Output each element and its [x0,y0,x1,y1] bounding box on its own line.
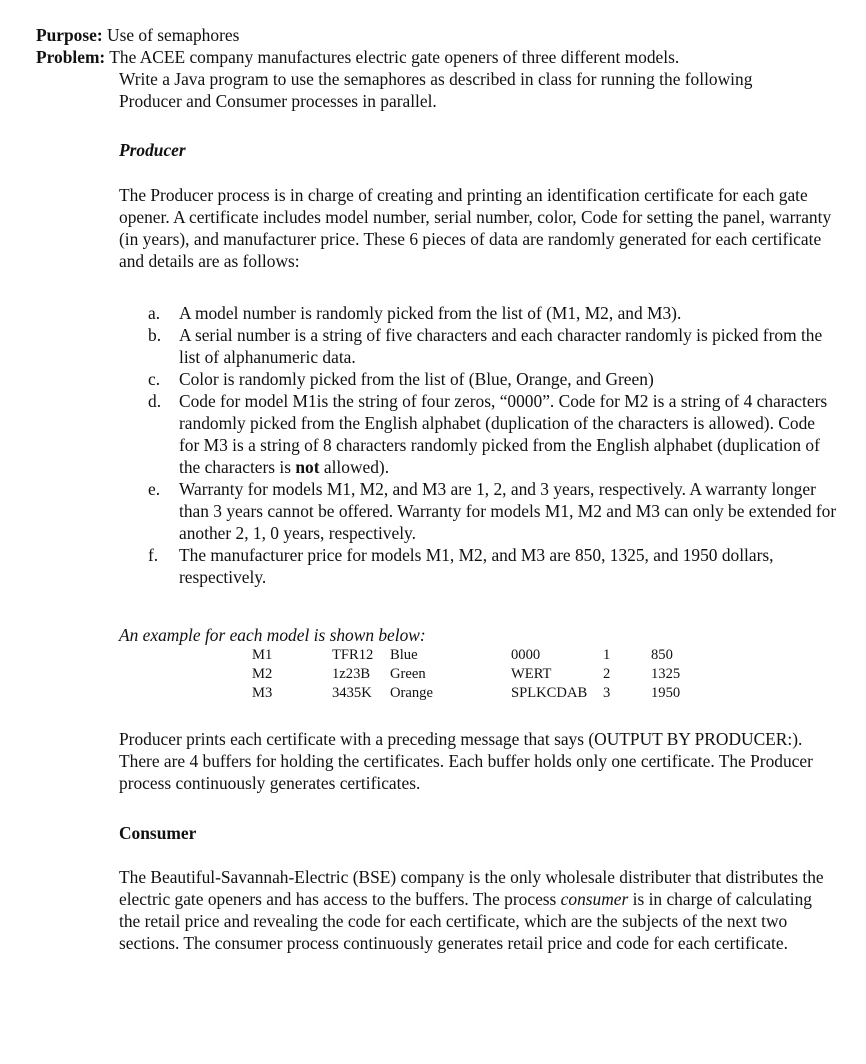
color-cell: Orange [390,685,433,701]
list-item-c [148,368,838,390]
table-row [252,684,711,703]
example-caption: An example for each model is shown below: [119,625,426,645]
price-cell: 850 [651,647,673,663]
problem-text-line1: The ACEE company manufactures electric gate openers of three different models. [105,47,680,67]
model-cell: M2 [252,666,273,682]
consumer-emphasis: consumer [560,889,629,909]
price-cell: 1950 [651,685,681,701]
list-marker: a. [148,303,161,323]
color-cell: Green [390,666,426,682]
model-cell: M1 [252,647,273,663]
warranty-cell: 3 [603,685,611,701]
consumer-paragraph [119,866,831,954]
list-item-a [148,302,838,324]
list-item-d [148,390,838,478]
list-marker: d. [148,391,162,411]
list-item-text: The manufacturer price for models M1, M2, and M3 are 850, 1325, and 1950 dollars, respectively. [179,545,774,587]
producer-closing-paragraph: Producer prints each certificate with a preceding message that says (OUTPUT BY PRODUCER:). There are 4 buffers for holding the certificates. Each buffer holds only one certificate. The Producer process continuously generates certificates. [119,729,813,793]
list-item-text-end: allowed). [319,457,390,477]
list-item-text: Warranty for models M1, M2, and M3 are 1, 2, and 3 years, respectively. A warranty longer than 3 years cannot be offered. Warranty for models M1, M2 and M3 can only be extended for another 2, 1, 0 years, respectively. [179,479,837,543]
price-cell: 1325 [651,666,681,682]
list-marker: b. [148,325,162,345]
consumer-heading: Consumer [119,823,197,843]
producer-details-list [148,302,838,588]
table-row [252,665,711,684]
color-cell: Blue [390,647,418,663]
list-item-text: Code for model M1is the string of four zeros, “0000”. Code for M2 is a string of 4 characters randomly picked from the English alphabet (duplication of the characters is allowed). Code for M3 is a string of 8 characters randomly picked from the English alphabet (duplication of the characters is [179,391,828,477]
purpose-text: Use of semaphores [102,25,240,45]
code-cell: 0000 [511,647,541,663]
purpose-line [36,24,239,46]
serial-cell: 1z23B [332,666,371,682]
list-item-emphasis: not [295,457,320,477]
list-item-text: A model number is randomly picked from the list of (M1, M2, and M3). [179,303,682,323]
code-cell: SPLKCDAB [511,685,588,701]
list-item-text: Color is randomly picked from the list of (Blue, Orange, and Green) [179,369,654,389]
warranty-cell: 2 [603,666,611,682]
list-item-b [148,324,838,368]
consumer-text-end: is in charge of calculating the retail price and revealing the code for each certificate, which are the subjects of the next two sections. The consumer process continuously generates retail price and code for each certificate. [119,889,812,953]
list-marker: e. [148,479,161,499]
purpose-label: Purpose: [36,25,103,45]
list-marker: c. [148,369,161,389]
problem-text-rest: Write a Java program to use the semaphores as described in class for running the following Producer and Consumer processes in parallel. [119,69,753,111]
problem-line [36,46,679,68]
example-table [252,646,711,703]
consumer-text-start: The Beautiful-Savannah-Electric (BSE) company is the only wholesale distributer that distributes the electric gate openers and has access to the buffers. The process [119,867,824,909]
producer-heading: Producer [119,140,186,160]
list-marker: f. [148,545,159,565]
serial-cell: 3435K [332,685,372,701]
serial-cell: TFR12 [332,647,374,663]
warranty-cell: 1 [603,647,611,663]
list-item-text: A serial number is a string of five characters and each character randomly is picked from the list of alphanumeric data. [179,325,823,367]
model-cell: M3 [252,685,273,701]
code-cell: WERT [511,666,552,682]
producer-intro-paragraph: The Producer process is in charge of creating and printing an identification certificate for each gate opener. A certificate includes model number, serial number, color, Code for setting the panel, warranty (in years), and manufacturer price. These 6 pieces of data are randomly generated for each certificate and details are as follows: [119,185,832,271]
list-item-e [148,478,838,544]
list-item-f [148,544,838,588]
problem-label: Problem: [36,47,106,67]
table-row [252,646,711,665]
